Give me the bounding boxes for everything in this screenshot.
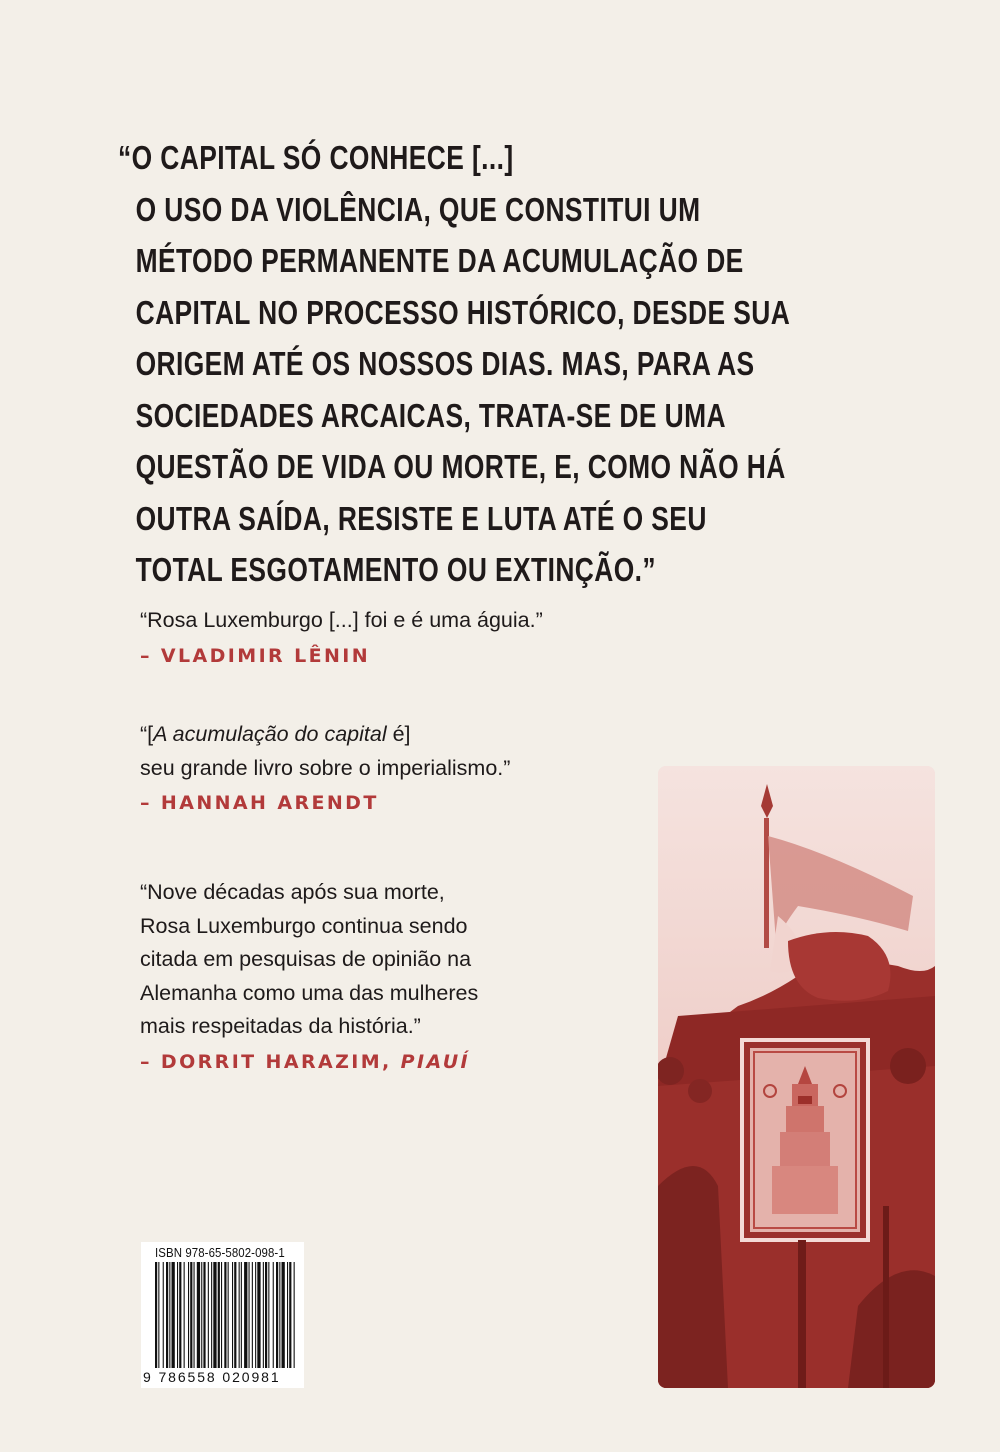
barcode-bar [190,1262,192,1368]
barcode-bars [141,1242,304,1388]
barcode-bar [203,1262,205,1368]
barcode-bar [244,1262,247,1368]
blurb-attribution: – VLADIMIR LÊNIN [140,644,371,667]
barcode-bar [197,1262,200,1368]
main-quote-line: O USO DA VIOLÊNCIA, QUE CONSTITUI UM [135,190,701,228]
main-quote-line: ORIGEM ATÉ OS NOSSOS DIAS. MAS, PARA AS [135,345,755,382]
barcode-bar [232,1262,233,1368]
barcode-bar [268,1262,269,1368]
barcode-bar [273,1262,274,1368]
barcode-bar [163,1262,164,1368]
main-quote [118,132,791,596]
barcode-bar [184,1262,185,1368]
barcode-bar [158,1262,159,1368]
barcode-bar [257,1262,260,1368]
main-quote-line: “O CAPITAL SÓ CONHECE [...] [118,139,514,176]
barcode-bar [201,1262,202,1368]
blurb-quote-line: “Nove décadas após sua morte, [140,880,445,904]
blurb-lenin [140,604,660,673]
main-quote-line: CAPITAL NO PROCESSO HISTÓRICO, DESDE SUA [135,293,791,331]
barcode-bar [211,1262,212,1368]
barcode-bar [208,1262,209,1368]
barcode-bar [276,1262,278,1368]
blurb-harazim [140,876,660,1079]
attribution-source: PIAUÍ [400,1050,471,1073]
barcode-bar [265,1262,267,1368]
barcode-bar [255,1262,256,1368]
blurb-quote-line: “Rosa Luxemburgo [...] foi e é uma águia.” [140,608,543,632]
main-quote-line: TOTAL ESGOTAMENTO OU EXTINÇÃO.” [135,551,656,588]
barcode-bar [188,1262,189,1368]
barcode-bar [234,1262,236,1368]
main-quote-line: QUESTÃO DE VIDA OU MORTE, E, COMO NÃO HÁ [135,448,786,485]
barcode-bar [252,1262,253,1368]
barcode-bar [239,1262,240,1368]
barcode-bar [282,1262,285,1368]
barcode-bar [249,1262,250,1368]
attribution-name: – DORRIT HARAZIM, [140,1050,401,1073]
barcode-bar [263,1262,264,1368]
isbn-label: ISBN 978-65-5802-098-1 [155,1245,285,1260]
blurb-quote-line: Rosa Luxemburgo continua sendo [140,913,468,938]
barcode-bar [228,1262,229,1368]
blurb-quote-line: citada em pesquisas de opinião na [140,947,472,971]
main-quote-line: MÉTODO PERMANENTE DA ACUMULAÇÃO DE [135,242,744,279]
barcode-bar [177,1262,178,1368]
barcode-bar [169,1262,170,1368]
blurb-attribution: – HANNAH ARENDT [140,792,379,814]
barcode-bar [194,1262,195,1368]
barcode-bar [179,1262,181,1368]
photo-illustration [658,766,935,1388]
isbn-barcode [141,1242,304,1388]
book-title: A acumulação do capital [153,722,387,746]
blurb-quote-line: mais respeitadas da história.” [140,1014,421,1038]
historical-photo [658,766,935,1388]
barcode-bar [218,1262,220,1368]
quote-rest: é] [386,722,411,746]
barcode-bar [172,1262,175,1368]
barcode-bar [287,1262,288,1368]
barcode-bar [294,1262,295,1368]
blurb-arendt [140,718,660,821]
barcode-digits: 9 786558 020981 [143,1369,281,1385]
barcode-bar [221,1262,222,1368]
barcode-bar [213,1262,216,1368]
main-quote-line: OUTRA SAÍDA, RESISTE E LUTA ATÉ O SEU [135,499,707,537]
barcode-bar [155,1262,157,1368]
blurb-quote-line: Alemanha como uma das mulheres [140,980,479,1005]
barcode-bar [289,1262,291,1368]
barcode-bar [224,1262,226,1368]
barcode-bar [279,1262,280,1368]
main-quote-line: SOCIEDADES ARCAICAS, TRATA-SE DE UMA [135,396,726,434]
barcode-bar [166,1262,168,1368]
blurb-attribution [140,1046,660,1080]
barcode-bar [241,1262,242,1368]
quote-open-bracket: “[ [140,722,154,746]
blurb-quote-line: seu grande livro sobre o imperialismo.” [140,755,511,780]
blurb-quote-line [140,718,660,752]
